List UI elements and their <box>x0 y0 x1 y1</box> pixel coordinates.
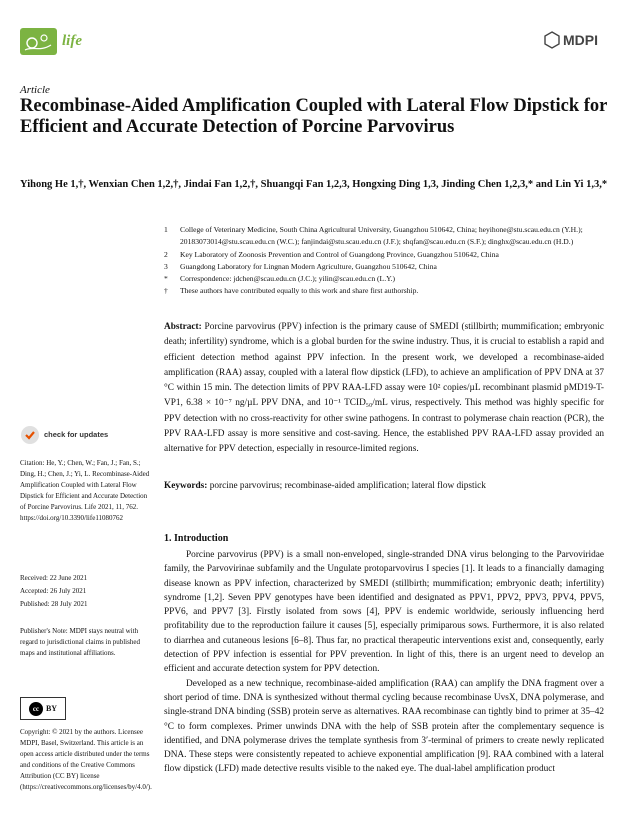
abstract <box>164 320 604 458</box>
paragraph: Porcine parvovirus (PPV) is a small non-enveloped, single-stranded DNA virus belonging to the Parvoviridae family, the Parvovirinae subfamily and the Ungulate protoparvovirus I species [1]. It leads to a financially damaging disease known as PPV infection, characterized by SMEDI (stillbirth; mummification; embryonic death; infertility) syndrome [1,2]. Seven PPV genotypes have been identified and designated as PPV1, PPV2, PPV3, PPV4, PPV5, PPV6, and PPV7 [3]. Firstly isolated from sows [4], PPV is endemic worldwide, seriously influencing herd profitability due to the reproduction failure it causes [5], especially primiparous sows. Furthermore, it is also related to diarrhea and cutaneous lesions [6–8]. Thus far, no practical therapeutic interventions exist and, consequently, early detection of PPV infection is essential for PPV prevention. In light of this, there is an urgent need to develop an efficient and accurate detection system for PPV detection. <box>164 550 604 675</box>
affiliation-text: Correspondence: jdchen@scau.edu.cn (J.C.); yilin@scau.edu.cn (L.Y.) <box>180 274 396 284</box>
affiliation-text: Guangdong Laboratory for Lingnan Modern Agriculture, Guangzhou 510642, China <box>180 261 437 271</box>
check-updates-label: check for updates <box>44 430 109 439</box>
journal-name: life <box>62 33 82 49</box>
affiliation-text: College of Veterinary Medicine, South China Agricultural University, Guangzhou 510642, China; heyihone@stu.scau.edu.cn (Y.H.); 20183073014@stu.scau.edu.cn (W.C.); fanjindai@stu.scau.edu.cn (J.F.); shqfan@scau.edu.cn (S.F.); dinghx@scau.edu.cn (H.D.) <box>180 225 583 247</box>
check-updates-icon <box>20 425 40 445</box>
affiliation-item <box>164 285 604 297</box>
journal-logo-icon <box>20 28 57 55</box>
journal-logo <box>20 28 82 55</box>
keywords <box>164 479 604 493</box>
affiliation-mark: 2 <box>164 249 168 259</box>
article-type: Article <box>20 84 50 96</box>
copyright-notice: Copyright: © 2021 by the authors. Licensee MDPI, Basel, Switzerland. This article is an open access article distributed under the terms and conditions of the Creative Commons Attribution (CC BY) license (https://creativecommons.org/licenses/by/4.0/). <box>20 728 152 791</box>
article-title: Recombinase-Aided Amplification Coupled with Lateral Flow Dipstick for Efficient and Accurate Detection of Porcine Parvovirus <box>20 96 608 137</box>
mdpi-logo-icon <box>544 31 560 49</box>
accepted-date: Accepted: 26 July 2021 <box>20 587 87 595</box>
affiliation-item <box>164 249 604 261</box>
abstract-text: Porcine parvovirus (PPV) infection is the primary cause of SMEDI (stillbirth; mummification; embryonic death; infertility) syndrome, which is a global burden for the swine industry. Thus, it is crucial to establish a rapid and efficient detection method against PPV infection. In the present work, we developed a recombinase-aided amplification (RAA) assay, coupled with a lateral flow dipstick (LFD), to achieve an amplification of PPV DNA at 37 °C within 15 min. The detection limits of PPV RAA-LFD assay were 10² copies/µL recombinant plasmid pMD19-T-VP1, 6.38 × 10⁻⁷ ng/µL PPV DNA, and 10⁻¹ TCID₅₀/mL virus, respectively. This method was highly specific for PPV detection with no cross-reactivity for other swine pathogens. In contrast to polymerase chain reaction (PCR), the PPV RAA-LFD assay is more sensitive and cost-saving. Hence, the established PPV RAA-LFD assay provided an alternative for PPV detection, especially in resource-limited regions. <box>164 322 604 455</box>
author-list: Yihong He 1,†, Wenxian Chen 1,2,†, Jindai Fan 1,2,†, Shuangqi Fan 1,2,3, Hongxing Ding 1,3, Jinding Chen 1,2,3,* and Lin Yi 1,3,* <box>20 179 608 190</box>
check-for-updates-button[interactable] <box>20 425 150 445</box>
abstract-label: Abstract: <box>164 322 202 332</box>
introduction-body <box>164 548 604 777</box>
affiliation-item <box>164 273 604 285</box>
keywords-text: porcine parvovirus; recombinase-aided amplification; lateral flow dipstick <box>209 481 486 491</box>
keywords-label: Keywords: <box>164 481 208 491</box>
affiliation-text: Key Laboratory of Zoonosis Prevention and Control of Guangdong Province, Guangzhou 510642, China <box>180 249 499 259</box>
cc-badge-label: BY <box>45 704 58 713</box>
affiliation-mark: † <box>164 286 168 296</box>
published-date: Published: 28 July 2021 <box>20 600 88 608</box>
paragraph: Developed as a new technique, recombinase-aided amplification (RAA) can amplify the DNA fragment over a short period of time. DNA is synthesized without thermal cycling because recombinase UvsX, DNA polymerase, and single-strand DNA binding (SSB) protein serve as alternatives. RAA recombinase can tightly bind to primer at 35–42 °C to form complexes. Primer unwinds DNA with the help of SSB protein after the complementary sequence is identified, and DNA polymerase drives the template synthesis from 3′-terminal of primers to create newly replicated DNA. These steps were consistently repeated to achieve exponential amplification [9]. RAA combined with a lateral flow dipstick (LFD) made detective results visible to the naked eye. The dual-label amplification product <box>164 678 604 775</box>
affiliation-mark: * <box>164 274 168 284</box>
section-heading: 1. Introduction <box>164 533 229 544</box>
affiliation-text: These authors have contributed equally to this work and share first authorship. <box>180 286 419 296</box>
cc-icon: cc <box>29 702 43 716</box>
publisher-note: Publisher's Note: MDPI stays neutral with regard to jurisdictional claims in published maps and institutional affiliations. <box>20 627 140 657</box>
publisher-logo <box>544 31 598 49</box>
received-date: Received: 22 June 2021 <box>20 574 88 582</box>
cc-license-badge[interactable] <box>20 697 66 720</box>
affiliation-item <box>164 224 604 249</box>
affiliation-mark: 1 <box>164 225 168 234</box>
citation: Citation: He, Y.; Chen, W.; Fan, J.; Fan, S.; Ding, H.; Chen, J.; Yi, L. Recombinase-Aided Amplification Coupled with Lateral Flow Dipstick for Efficient and Accurate Detection of Porcine Parvovirus. Life 2021, 11, 762. https://doi.org/10.3390/life11080762 <box>20 459 150 522</box>
publisher-name: MDPI <box>563 32 598 48</box>
affiliation-item <box>164 261 604 273</box>
affiliation-mark: 3 <box>164 261 168 271</box>
affiliations <box>164 224 604 298</box>
